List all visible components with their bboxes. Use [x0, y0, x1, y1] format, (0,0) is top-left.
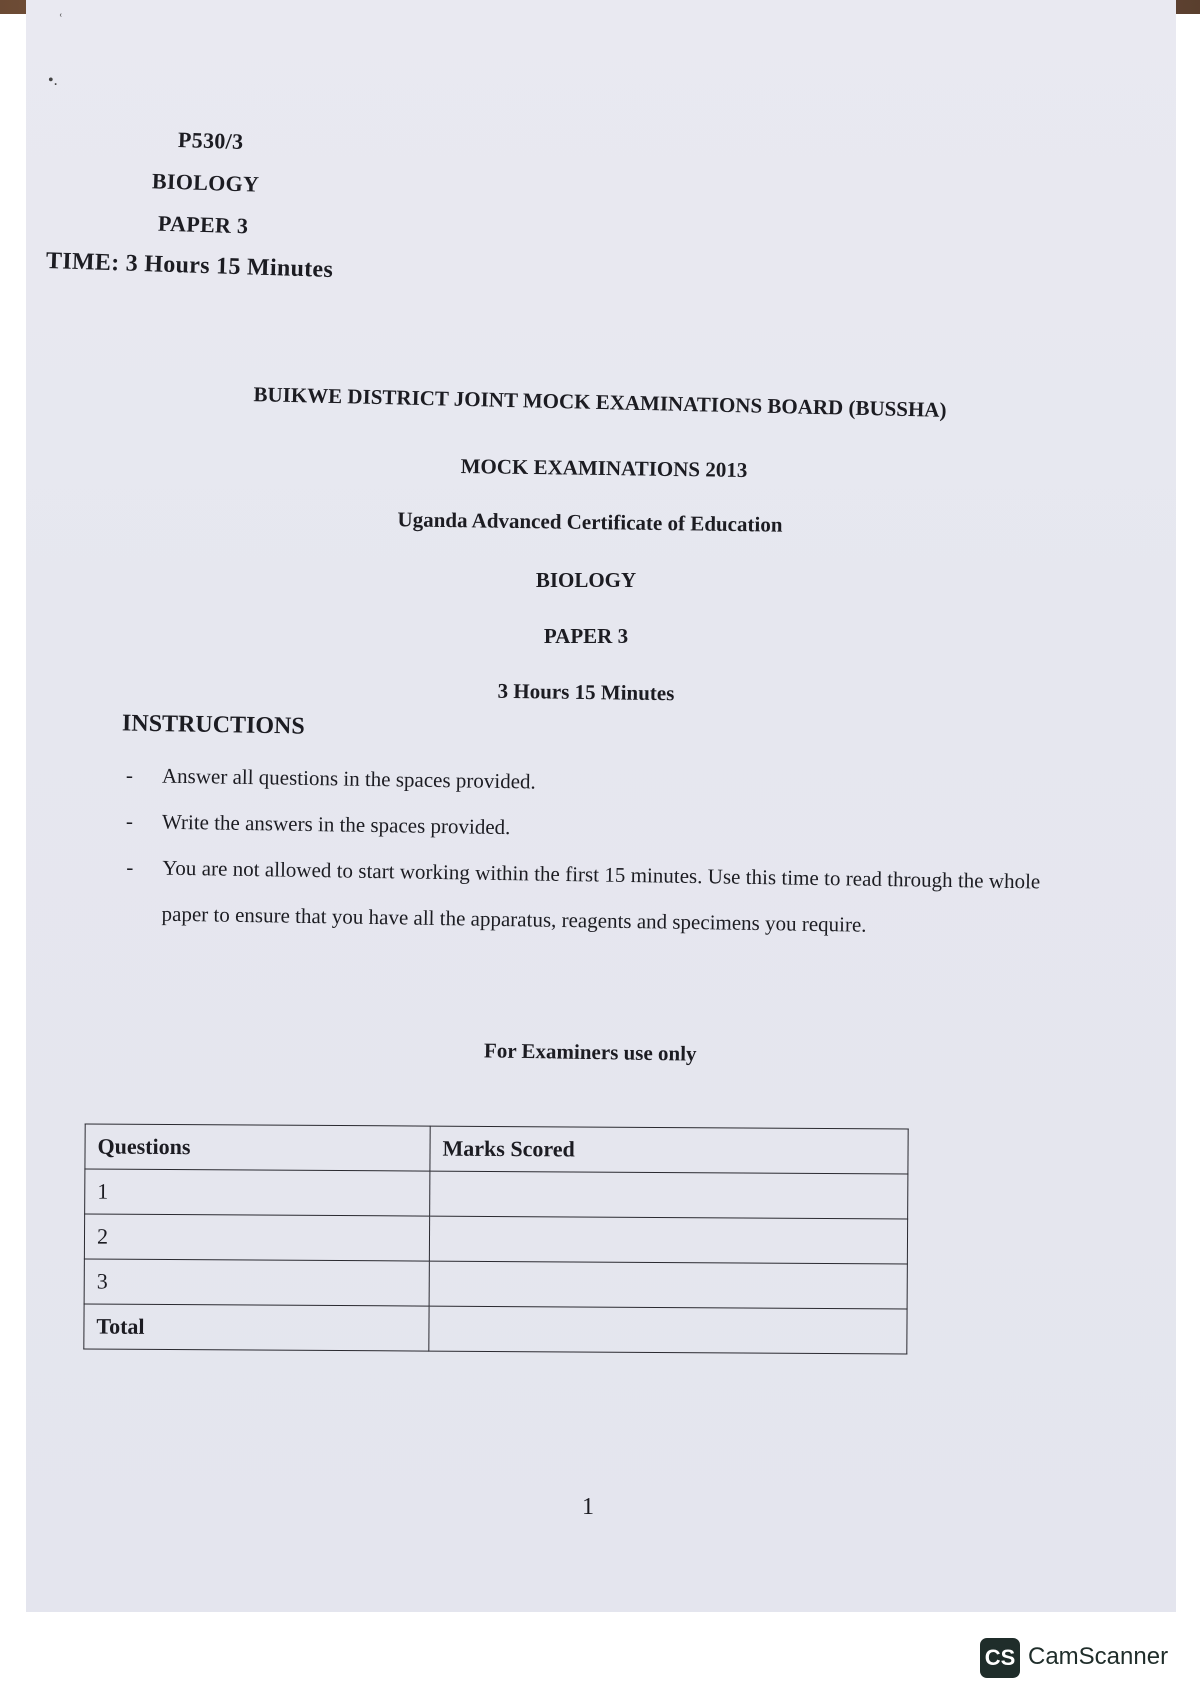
instructions-heading: INSTRUCTIONS [121, 710, 305, 740]
paper-code: P530/3 [177, 126, 244, 155]
camscanner-watermark: CamScanner [1028, 1643, 1169, 1670]
exam-name: MOCK EXAMINATIONS 2013 [460, 454, 748, 482]
stray-mark: •. [48, 72, 58, 89]
marks-cell [429, 1306, 907, 1354]
paper-title: PAPER 3 [543, 624, 629, 648]
table-row-total [84, 1304, 907, 1354]
certificate-title: Uganda Advanced Certificate of Education [397, 507, 783, 537]
instruction-text: You are not allowed to start working within the first 15 minutes. Use this time to read through the whole paper to ensure that you have all the apparatus, reagents and specimens you require. [161, 855, 1041, 937]
marks-cell [429, 1261, 907, 1309]
total-cell: Total [84, 1304, 429, 1351]
examiners-heading: For Examiners use only [483, 1038, 697, 1066]
stray-mark: ʿ [58, 12, 64, 29]
header-time: TIME: 3 Hours 15 Minutes [45, 248, 334, 284]
instruction-text: Write the answers in the spaces provided. [161, 809, 511, 840]
bullet-dash: - [125, 763, 134, 788]
exam-board-title: BUIKWE DISTRICT JOINT MOCK EXAMINATIONS BOARD (BUSSHA) [253, 382, 947, 422]
header-paper: PAPER 3 [157, 210, 249, 239]
bullet-dash: - [125, 809, 134, 834]
instruction-text: Answer all questions in the spaces provided. [161, 763, 536, 794]
question-cell: 1 [85, 1169, 430, 1216]
marks-cell [429, 1216, 907, 1264]
bullet-dash: - [126, 855, 134, 880]
column-header-questions: Questions [85, 1124, 430, 1171]
table-row [84, 1259, 907, 1309]
page-number: 1 [582, 1494, 594, 1520]
question-cell: 3 [84, 1259, 429, 1306]
marks-table [83, 1123, 908, 1354]
column-header-marks: Marks Scored [430, 1126, 908, 1174]
header-subject: BIOLOGY [151, 168, 260, 197]
table-row [84, 1214, 907, 1264]
subject-title: BIOLOGY [535, 568, 637, 592]
camscanner-logo-icon: CS [980, 1638, 1020, 1678]
table-row [85, 1169, 908, 1219]
question-cell: 2 [84, 1214, 429, 1261]
duration-title: 3 Hours 15 Minutes [497, 678, 675, 706]
table-header-row [85, 1124, 908, 1174]
marks-cell [430, 1171, 908, 1219]
instruction-item [119, 844, 1040, 950]
instructions-list [120, 752, 1040, 936]
